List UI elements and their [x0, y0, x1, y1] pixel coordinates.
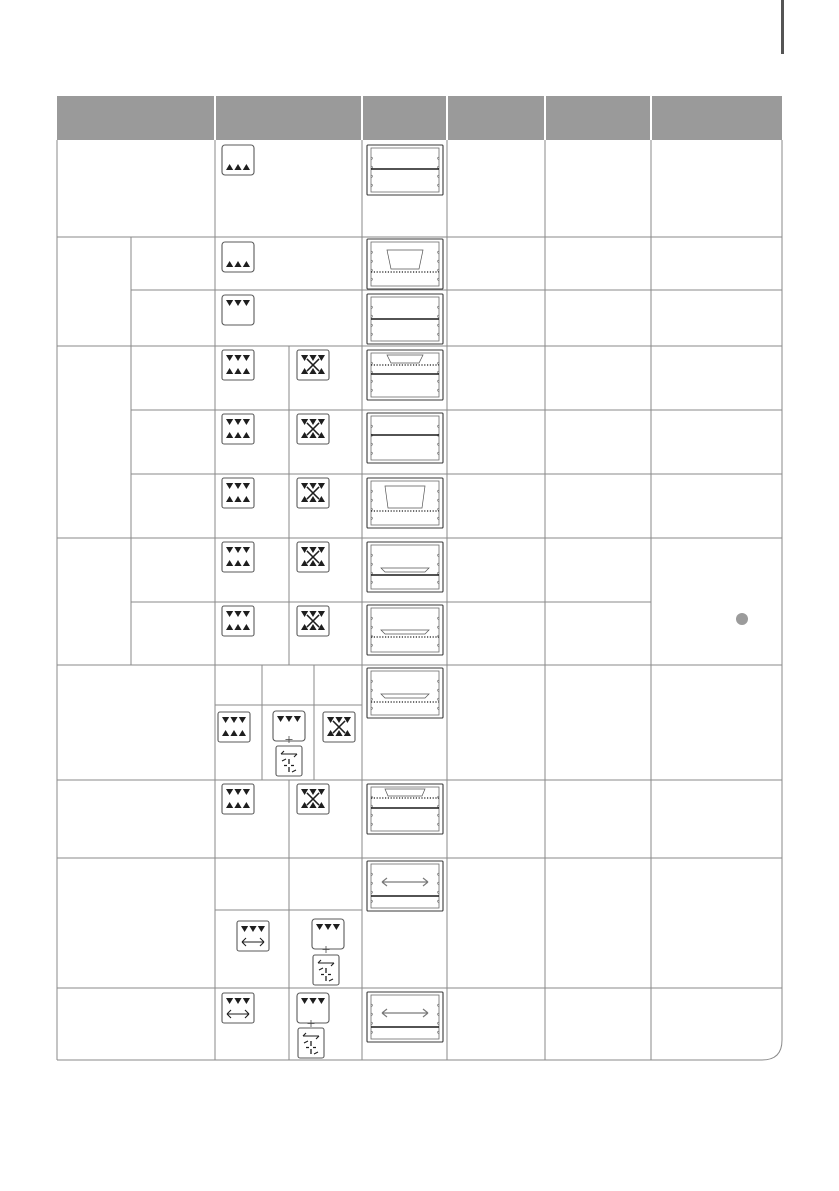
grill-icon [237, 921, 269, 951]
upper-lower-heater-icon [222, 542, 254, 572]
fan-heat-icon [297, 606, 329, 636]
oven-shelf-position-icon [367, 542, 443, 592]
fan-heat-icon [297, 478, 329, 508]
fan-heat-icon [323, 712, 355, 742]
upper-heater-icon [222, 295, 254, 325]
fan-heat-icon [297, 414, 329, 444]
upper-lower-heater-icon [222, 478, 254, 508]
upper-lower-heater-icon [222, 414, 254, 444]
lower-heater-icon [222, 145, 254, 175]
oven-shelf-position-icon [367, 350, 443, 400]
oven-shelf-position-icon [367, 784, 443, 834]
oven-shelf-position-icon [367, 861, 443, 911]
marker-dot-icon [736, 613, 748, 625]
turnspit-icon [276, 746, 302, 776]
lower-heater-icon [222, 242, 254, 272]
upper-lower-heater-icon [218, 712, 250, 742]
oven-shelf-position-icon [367, 239, 443, 289]
upper-lower-heater-icon [222, 606, 254, 636]
table-header [57, 96, 782, 140]
upper-lower-heater-icon [222, 784, 254, 814]
turnspit-icon [298, 1028, 324, 1058]
grill-fan-icon [222, 993, 254, 1023]
oven-shelf-position-icon [367, 413, 443, 463]
upper-heater-icon [297, 993, 329, 1023]
fan-heat-icon [297, 350, 329, 380]
fan-heat-icon [297, 784, 329, 814]
oven-shelf-position-icon [367, 145, 443, 195]
oven-shelf-position-icon [367, 294, 443, 344]
oven-shelf-position-icon [367, 992, 443, 1042]
upper-heater-icon [312, 919, 344, 949]
upper-lower-heater-icon [222, 350, 254, 380]
grill-turnspit-combo [297, 993, 329, 1058]
oven-shelf-position-icon [367, 478, 443, 528]
fan-heat-icon [297, 542, 329, 572]
turnspit-icon [313, 955, 339, 985]
grill-turnspit-combo [273, 711, 305, 776]
oven-shelf-position-icon [367, 668, 443, 718]
grill-turnspit-combo [312, 919, 344, 985]
oven-shelf-position-icon [367, 605, 443, 655]
